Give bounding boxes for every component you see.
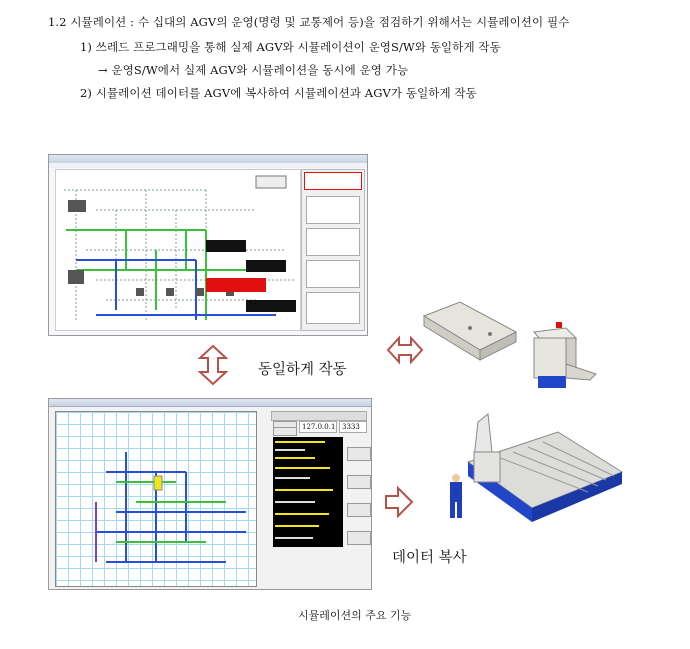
command-log-panel xyxy=(273,437,343,547)
log-line xyxy=(275,537,313,539)
agv-info-3 xyxy=(306,260,360,288)
list-item-1-sub: → 운영S/W에서 실제 AGV와 시뮬레이션을 동시에 운영 가능 xyxy=(98,63,409,77)
simulator-screenshot-bottom xyxy=(48,398,372,590)
alarm-box xyxy=(304,172,362,190)
agv-vehicle-flat-image xyxy=(420,298,520,368)
window-titlebar xyxy=(49,399,371,407)
figure-caption: 시뮬레이션의 주요 기능 xyxy=(298,609,412,622)
log-line xyxy=(275,489,333,491)
log-line xyxy=(275,501,315,503)
log-line xyxy=(275,467,330,469)
side-button-2[interactable] xyxy=(347,475,371,489)
side-button-1[interactable] xyxy=(347,447,371,461)
layout-map xyxy=(55,169,301,331)
list-item-2: 2) 시뮬레이션 데이터를 AGV에 복사하여 시뮬레이션과 AGV가 동일하게 작동 xyxy=(80,86,477,100)
label-same-operation: 동일하게 작동 xyxy=(258,362,347,378)
large-agv-image xyxy=(438,412,624,534)
simulation-path-graphic xyxy=(56,412,256,586)
log-line xyxy=(275,457,315,459)
route-map-graphic xyxy=(56,170,300,330)
window-menubar xyxy=(49,163,367,168)
log-line xyxy=(275,477,310,479)
agv-info-4 xyxy=(306,292,360,324)
agv-status-panel xyxy=(301,169,365,331)
port-field[interactable]: 3333 xyxy=(339,421,367,433)
simulation-grid xyxy=(55,411,257,587)
log-line xyxy=(275,525,319,527)
log-line xyxy=(275,449,305,451)
label-data-copy: 데이터 복사 xyxy=(392,550,467,566)
connection-tabs xyxy=(271,411,367,421)
simulator-screenshot-top xyxy=(48,154,368,336)
disconnect-button[interactable] xyxy=(273,427,297,436)
ip-address-field[interactable]: 127.0.0.1 xyxy=(299,421,337,433)
agv-info-1 xyxy=(306,196,360,224)
section-heading: 1.2 시뮬레이션 : 수 십대의 AGV의 운영(명령 및 교통제어 등)을 점검하기 위해서는 시뮬레이션이 필수 xyxy=(48,15,570,29)
list-item-1: 1) 쓰레드 프로그래밍을 통해 실제 AGV와 시뮬레이션이 운영S/W와 동일하게 작동 xyxy=(80,40,501,54)
log-line xyxy=(275,513,329,515)
side-button-4[interactable] xyxy=(347,531,371,545)
right-arrow-icon xyxy=(384,486,414,518)
updown-arrow-icon xyxy=(196,344,230,386)
leftright-arrow-icon xyxy=(386,334,424,366)
side-button-3[interactable] xyxy=(347,503,371,517)
agv-info-2 xyxy=(306,228,360,256)
agv-vehicle-tower-image xyxy=(520,318,600,396)
log-line xyxy=(275,441,325,443)
